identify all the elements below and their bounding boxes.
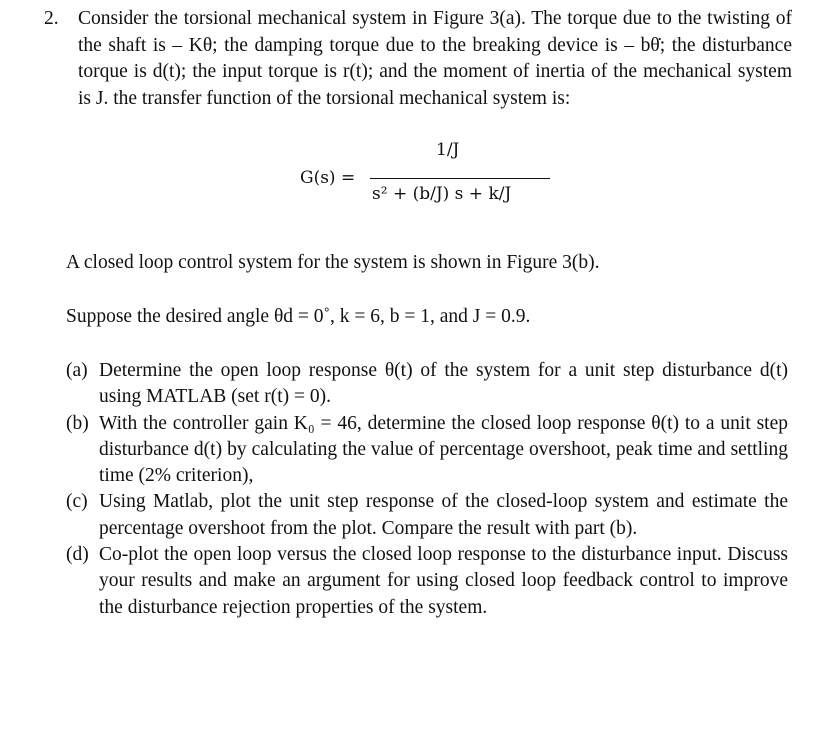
part-d: [66, 542, 788, 621]
transfer-function-numerator: 1/J: [436, 140, 460, 160]
part-c: [66, 489, 788, 542]
part-label: (a): [66, 360, 88, 381]
question-block: [44, 6, 792, 112]
part-label: (b): [66, 412, 89, 434]
part-b: [66, 411, 788, 490]
transfer-function-equation: [300, 140, 580, 222]
question-intro: Consider the torsional mechanical system in Figure 3(a). The torque due to the twisting of the shaft is – Kθ; the damping torque due to the breaking device is – bθ̇; the disturbance torque is d(t); the input torque is r(t); and the moment of inertia of the mechanical system is J. the transfer function of the torsional mechanical system is:: [78, 8, 792, 109]
transfer-function-denominator: s² + (b/J) s + k/J: [372, 184, 512, 204]
part-text: Using Matlab, plot the unit step response of the closed-loop system and estimate the percentage overshoot from the plot. Compare the result with part (b).: [99, 491, 788, 539]
closed-loop-text: A closed loop control system for the system is shown in Figure 3(b).: [66, 252, 600, 273]
part-a: [66, 358, 788, 411]
question-parts: [66, 358, 788, 621]
part-label: (d): [66, 544, 89, 566]
transfer-function-lhs: G(s) =: [300, 168, 356, 188]
part-text: Determine the open loop response θ(t) of the system for a unit step disturbance d(t) using MATLAB (set r(t) = 0).: [99, 360, 788, 408]
parameters-text: Suppose the desired angle θd = 0˚, k = 6, b = 1, and J = 0.9.: [66, 306, 531, 327]
part-label: (c): [66, 491, 88, 513]
question-number: 2.: [44, 8, 59, 29]
fraction-bar: [370, 178, 550, 179]
part-text: With the controller gain K₀ = 46, determine the closed loop response θ(t) to a unit step disturbance d(t) by calculating the value of percentage overshoot, peak time and settling time (2% criterion),: [99, 412, 788, 487]
part-text: Co-plot the open loop versus the closed loop response to the disturbance input. Discuss your results and make an argument for using closed loop feedback control to improve the disturbance rejection properties of the system.: [99, 544, 788, 618]
